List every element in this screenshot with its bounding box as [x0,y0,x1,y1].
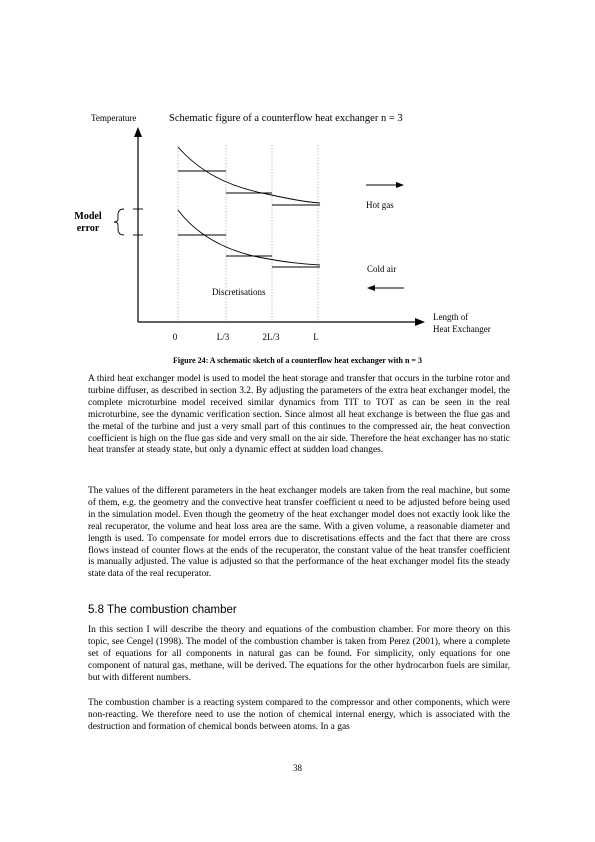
paragraph-1: A third heat exchanger model is used to model the heat storage and transfer that occurs in the turbine rotor and turbine diffuser, as described in section 3.2. By adjusting the parameters of the extra heat exchanger model, the complete microturbine model received similar dynamics from TIT to TOT as can be seen in the real microturbine, see the dynamic verification section. Since almost all heat exchange is between the flue gas and the metal of the turbine and just a very small part of this continues to the compressed air, the heat convection coefficient is high on the flue gas side and very small on the air side. Therefore the heat exchanger has no static heat transfer at steady state, but only a dynamic effect at sudden load changes. [88,374,510,456]
section-heading: 5.8 The combustion chamber [88,604,237,616]
x-axis-arrowhead [415,318,425,326]
model-error-label-1: Model [74,211,102,222]
hot-gas-curve [178,147,320,203]
tick-2l3: 2L/3 [262,332,280,342]
figure-title: Schematic figure of a counterflow heat exchanger n = 3 [169,113,403,124]
x-axis-label-2: Heat Exchanger [433,324,491,334]
paragraph-2: The values of the different parameters in the heat exchanger models are taken from the real machine, but some of them, e.g. the geometry and the convective heat transfer coefficient α need to be adjusted before being used in the simulation model. Even though the geometry of the heat exchanger model does not exactly look like the real recuperator, the volume and heat loss area are the same. With a given volume, a reasonable diameter and length is used. To compensate for model errors due to discretisations effects and the fact that there are cross flows instead of counter flows at the ends of the recuperator, the constant value of the heat transfer coefficient is manually adjusted. The value is adjusted so that the performance of the heat exchanger model fits the steady state data of the real recuperator. [88,486,510,580]
model-error-brace [114,209,124,235]
page-number: 38 [293,763,302,773]
tick-0: 0 [172,332,178,342]
cold-air-arrowhead [367,285,375,291]
figure-caption: Figure 24: A schematic sketch of a counterflow heat exchanger with n = 3 [173,356,422,365]
y-axis-label: Temperature [91,113,137,123]
model-error-label-2: error [76,223,100,234]
heat-exchanger-figure [0,0,595,370]
tick-l: L [313,332,319,342]
paragraph-4: The combustion chamber is a reacting system compared to the compressor and other components, which were non-reacting. We therefore need to use the notion of chemical internal energy, which is associated with the destruction and formation of chemical bonds between atoms. In a gas [88,698,510,732]
hot-gas-arrowhead [396,182,404,188]
cold-air-curve [178,210,320,265]
paragraph-3: In this section I will describe the theory and equations of the combustion chamber. For more theory on this topic, see Cengel (1998). The model of the combustion chamber is taken from Perez (2001), where a complete set of equations for all components in natural gas can be found. For simplicity, only equations for one component of natural gas, methane, will be derived. The equations for the other hydrocarbon fuels are similar, but with different numbers. [88,625,510,683]
cold-air-steps [178,235,320,267]
cold-air-label: Cold air [367,264,397,274]
discretisations-label: Discretisations [212,287,266,297]
tick-l3: L/3 [216,332,230,342]
x-axis-label-1: Length of [433,312,469,322]
y-axis-arrowhead [134,127,142,137]
hot-gas-label: Hot gas [366,200,394,210]
